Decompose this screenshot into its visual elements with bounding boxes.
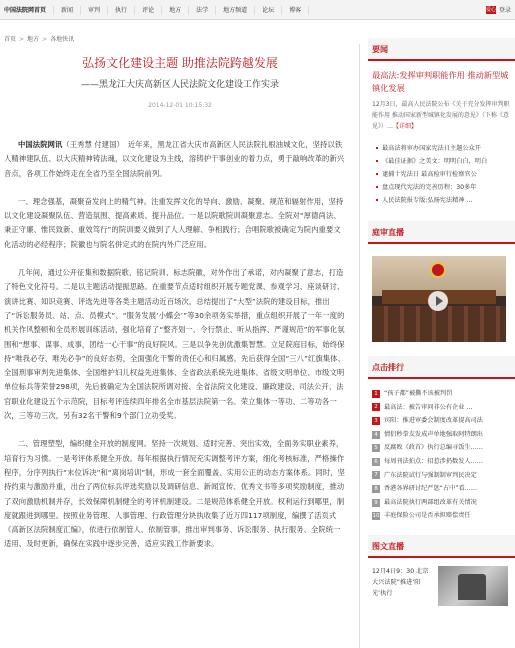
breadcrumb-flash[interactable]: 各地快讯 xyxy=(50,36,75,43)
article-paragraph: 二、管理塑型，编织健全开放的制度网。坚持一次规划、适时完善、突出实效，全面务实职业素养，培育行为习惯。一是考评体系健全开放。每年根据执行情况充实调整考评方案，细化考核标准，严格操作程序，分序列执行“末位诉决”和“离岗培训”制，形成一套全面覆盖、实用公正的动态方案体系。同时，坚持约束与激励并重，出台了两位标兵评选奖励以及调研信息、新闻宣传、优秀文书等多项奖励制度，推动了双向激励机制并存，长效保障机制健全的考评机制建设。二是规范体系健全开放。权利运行到哪里，制度就跟进到哪里。按照业务管理、人事管理、行政管理分块执收集了近万四117项制度，编撰了活页式《高新区法院制度汇编》，依进行依制管人、依制管事，推出审判事务、诉讼服务、执行服务、全院统一适用、及时更新，确保在实践中逐步完善，适应实践工作新要求。 xyxy=(4,439,345,549)
news-list xyxy=(368,132,515,207)
rank-list xyxy=(368,379,515,523)
nav-forum[interactable]: 论坛 xyxy=(255,6,282,15)
list-item[interactable]: 2 最高法：被告审问非公有企业 … xyxy=(372,401,511,415)
nav-law[interactable]: 法学 xyxy=(189,6,216,15)
rank-section-title: 点击排行 xyxy=(368,356,515,379)
play-icon[interactable] xyxy=(428,291,448,311)
photo-thumbnail[interactable] xyxy=(438,566,508,606)
top-right xyxy=(486,5,511,14)
nav-blog[interactable]: 博客 xyxy=(282,6,309,15)
more-link[interactable]: 【详细】 xyxy=(393,123,418,130)
list-item[interactable]: 4 情侣秒拳友发成声单地强取阿特朗出 xyxy=(372,428,511,442)
breadcrumb: 首页 > 地方 > 各地快讯 xyxy=(4,36,75,43)
photo-item[interactable] xyxy=(368,558,515,606)
list-item[interactable]: 1 “孩子都”被撕不该被判罚 xyxy=(372,387,511,401)
top-nav-bar xyxy=(0,0,515,20)
list-item[interactable]: 人民法院报专版:弘扬宪法精神 … xyxy=(376,194,511,207)
list-item[interactable]: 5 反腐败《政首》执行总编寻饭生…… xyxy=(372,441,511,455)
article-date: 2014-12-01 10:15:32 xyxy=(148,102,212,109)
list-item[interactable]: 《最佳证据》之美文：明明白白，明白 xyxy=(376,155,511,168)
top-nav xyxy=(0,0,309,20)
nav-local[interactable]: 地方 xyxy=(162,6,189,15)
list-item[interactable]: 最高法将审办国家宪法日主题公众开 xyxy=(376,142,511,155)
headline-summary: 12月3日，最高人民法院公布《关于充分发挥审判职能作用 推动国家新型城镇化发展的意见》（下称《意见》）…【详细】 xyxy=(372,101,510,130)
nav-trial[interactable]: 审判 xyxy=(81,6,108,15)
nav-local-channel[interactable]: 地方频道 xyxy=(216,6,255,15)
article-subtitle: ——黑龙江大庆高新区人民法院文化建设工作实录 xyxy=(80,80,279,90)
list-item[interactable]: 3 宾阳：推进审委会制度改革提高司法 xyxy=(372,414,511,428)
headline-link[interactable]: 最高法:发挥审判职能作用 推动新型城镇化发展 xyxy=(372,70,509,93)
breadcrumb-home[interactable]: 首页 xyxy=(4,36,17,43)
courtroom-video[interactable] xyxy=(372,256,506,342)
list-item[interactable]: 9 最高法院执行两部组改革有关情况 xyxy=(372,496,511,510)
article-source: 中国法院网讯 xyxy=(18,140,63,149)
article-body xyxy=(4,138,346,566)
nav-comment[interactable]: 评论 xyxy=(135,6,162,15)
sidebar xyxy=(368,38,515,606)
nav-home[interactable]: 中国法院网首页 xyxy=(0,6,54,15)
article-paragraph: 几年间，通过公开征集和数据院歌、铭记院训、标志院徽，对外作出了承诺，对内凝聚了意志，打造了特色文化符号。二是以主题活动提振思路。在重要节点适时组织开展专题党课、参观学习、座谈研讨、演讲比赛、知识竞赛、评选先进等各类主题活动近百场次，总结提出了“大型”法院的建设目标，推出了“诉讼服务员、站、点、员模式”、“服务发展‘小蝶会’”等30余项务实举措，重点组织开展了一年一度的机关作风整顿和全员形展训练活动，强化培育了“整齐划一、令行禁止、听从指挥、严谨规范”的军事化氛围和“想事、谋事、成事，团结一心干事”的良好院风。三是以争先创优激集智慧。立足院庭目标，始终保持“唯我必夺、唯先必争”的良好态势，全面强化干警的责任心和归属感。先后获得全国“三八”红旗集体、全国刑事审判先进集体、全国维护妇儿权益先进集体、全省政法系统先进集体、省级文明单位、市级文明单位标兵等荣誉298项，先后被确定为全国法院所调对接、全省法院文化建设、廉政建设、司法公开、法官职业化建设五个示范院，目标考评连续四年排名全市基层法院第一名。荣立集体一等功、二等功各一次，三等功三次，另有32名干警和9个部门立功受奖。 xyxy=(4,268,345,421)
article-column xyxy=(0,44,360,648)
article-paragraph: 一、理念强基，凝聚奋发向上的精气神。注重发挥文化的导向、激励、凝聚、规范和辐射作用，坚持以文化建设凝聚队伍、营造氛围、提高素质、提升品位。一是以院歌院训凝聚意志。全院对“厚德尚法、秉正守廉、惟民致新、重效笃行”的院训要义做到了人人理解、争相践行；合唱院歌被确定为院内重要文化活动的必经程序；院徽也与院名併定式的在院内外广泛应用。 xyxy=(4,196,344,249)
charity-badge[interactable]: 爱心 xyxy=(485,6,496,13)
breadcrumb-local[interactable]: 地方 xyxy=(27,36,40,43)
login-link[interactable]: 登录 xyxy=(498,7,511,14)
news-section-title: 要闻 xyxy=(368,38,515,61)
court-emblem-icon xyxy=(430,262,446,278)
list-item[interactable]: 8 香港各界研讨纪严惩“占中”看…… xyxy=(372,482,511,496)
article-paragraph: 中国法院网讯（王秀慧 付建国） 近年来，黑龙江省大庆市高新区人民法院扎根油城文化，坚持以铁人精神建队伍、以大庆精神铸法魂，以文化建设为主线，溶铸护干事创业的着力点，勇于敲响改革的新兴音点，各项工作始终走在全省乃至全国法院前列。 xyxy=(4,140,345,178)
list-item[interactable]: 7 广东法院试行与强制制审判民决定 xyxy=(372,469,511,483)
video-section-title: 庭审直播 xyxy=(368,221,515,244)
article-title: 弘扬文化建设主题 助推法院跨越发展 xyxy=(82,56,278,70)
nav-news[interactable]: 新闻 xyxy=(54,6,81,15)
list-item[interactable]: 逮捕十宪法日 最高检审行检察官公 xyxy=(376,168,511,181)
photo-caption[interactable]: 12月4日9：30 北京大兴法院“推进‘阳光’执行 xyxy=(372,567,429,597)
nav-enforcement[interactable]: 执行 xyxy=(108,6,135,15)
list-item[interactable]: 盘点现代宪法的完善历程：30多年 xyxy=(376,181,511,194)
photo-section-title: 图文直播 xyxy=(368,535,515,558)
list-item[interactable]: 10 丰庭保险公司是否承担赔偿责任 xyxy=(372,512,471,520)
list-item[interactable]: 6 每周刊法拍点：招惹涉扔数发人…… xyxy=(372,455,511,469)
